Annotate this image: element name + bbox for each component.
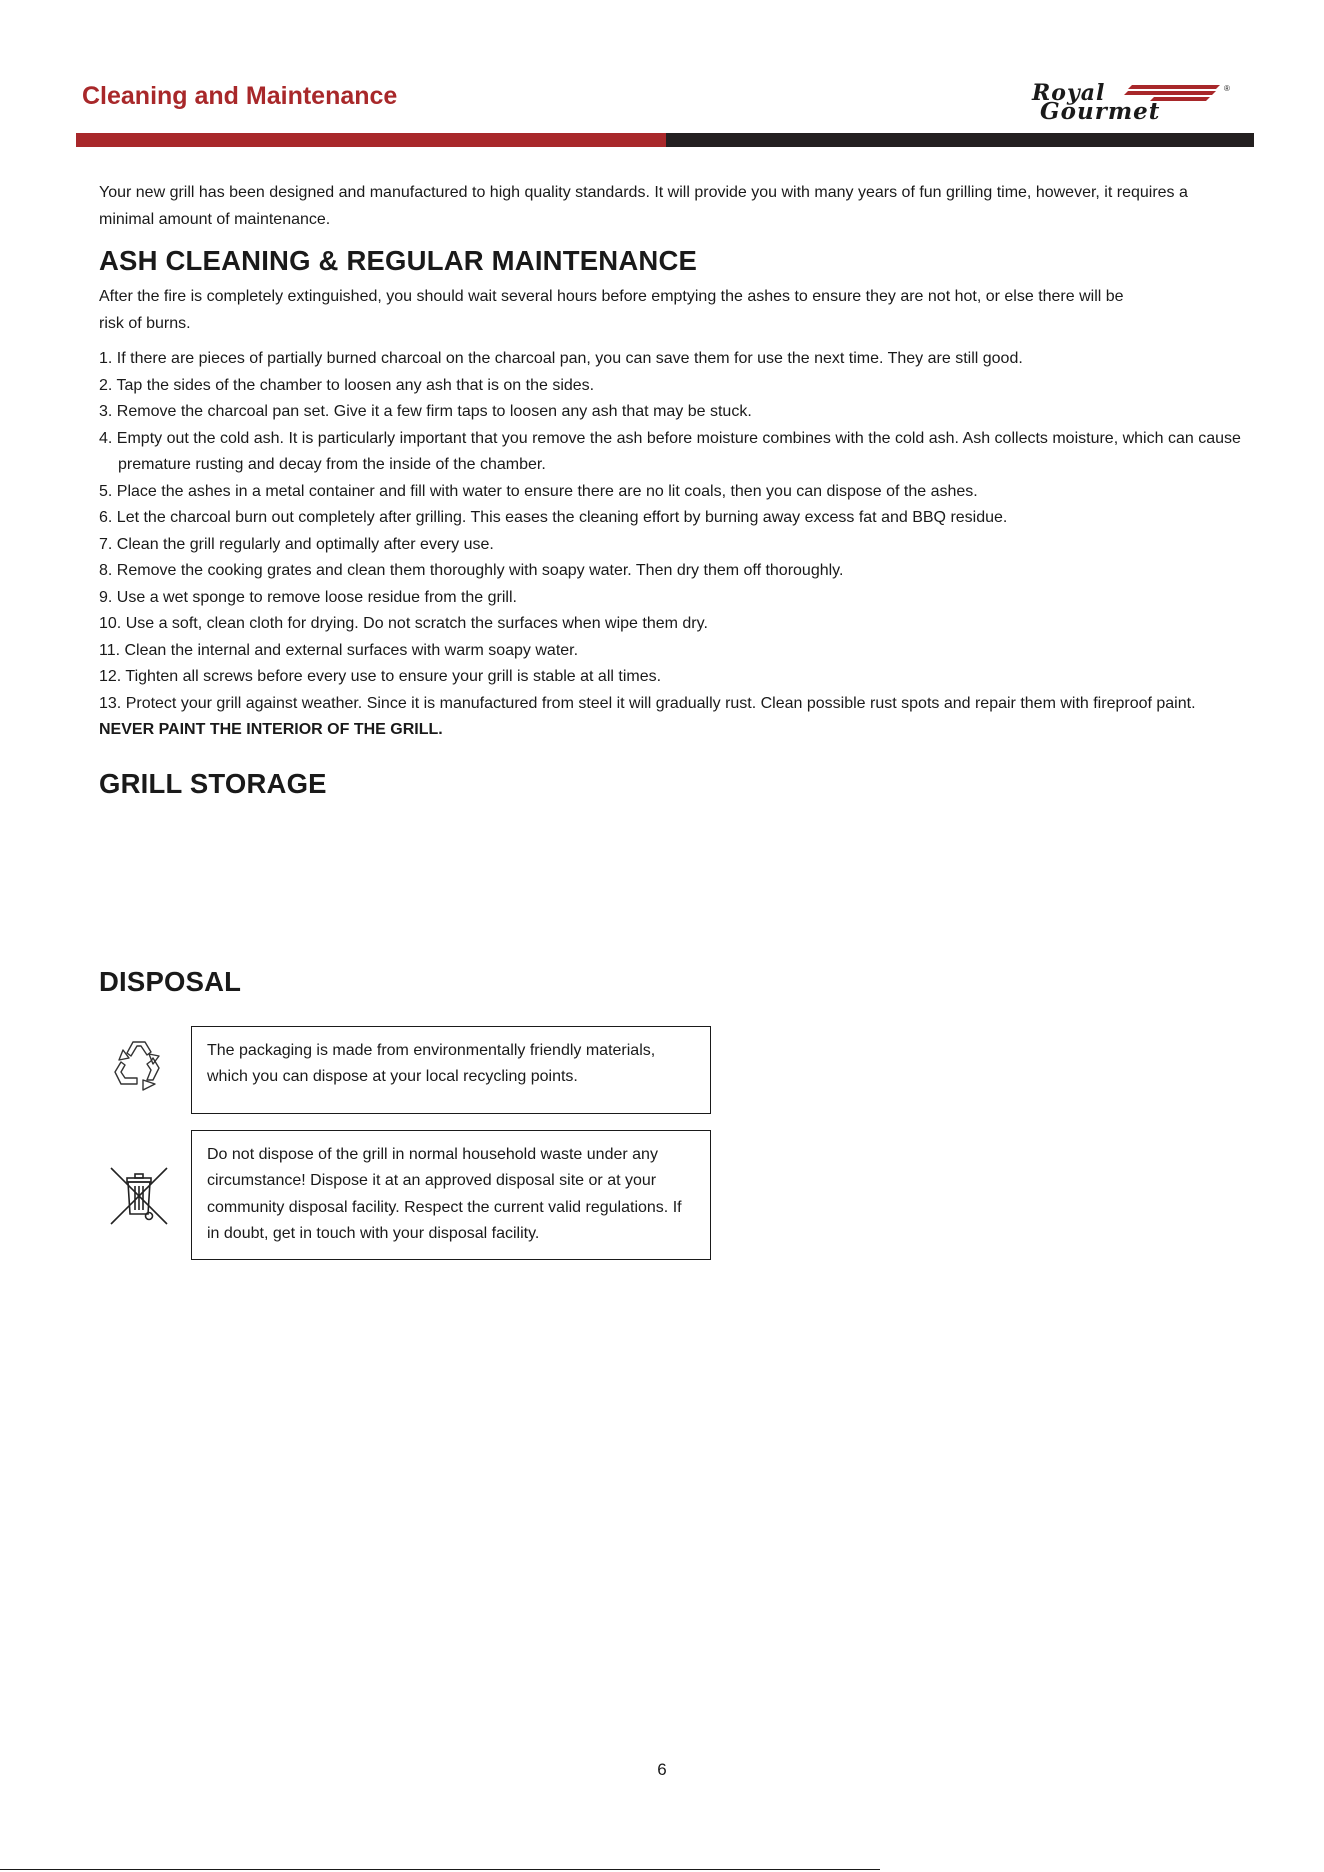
grill-disposal-info-text: Do not dispose of the grill in normal household waste under any circumstance! Dispose it at an approved disposal site or at your community disposal facility. Respect the current valid regulations. If in doubt, get in touch with your disposal facility.: [207, 1145, 682, 1242]
page-title: Cleaning and Maintenance: [82, 82, 398, 110]
list-item: 12. Tighten all screws before every use to ensure your grill is stable at all times.: [99, 668, 662, 685]
intro-paragraph: Your new grill has been designed and manufactured to high quality standards. It will provide you with many years of fun grilling time, however, it requires a minimal amount of maintenance.: [99, 184, 1188, 228]
list-item: 5. Place the ashes in a metal container and fill with water to ensure there are no lit coals, then you can dispose of the ashes.: [99, 482, 978, 500]
packaging-info-box: [191, 1026, 711, 1114]
footer-divider: [0, 1869, 880, 1870]
logo-line2: Gourmet: [1040, 98, 1161, 125]
maintenance-list: [99, 346, 1249, 717]
main-content: [99, 180, 1249, 1260]
warning-text: NEVER PAINT THE INTERIOR OF THE GRILL.: [99, 721, 443, 738]
header-bar-red: [76, 133, 666, 147]
recycle-icon: [107, 1036, 171, 1100]
list-item: 10. Use a soft, clean cloth for drying. Do not scratch the surfaces when wipe them dry.: [99, 615, 708, 632]
ash-section-intro: After the fire is completely extinguished, you should wait several hours before emptying the ashes to ensure they are not hot, or else there will be risk of burns.: [99, 288, 1124, 332]
brand-logo: [1028, 80, 1238, 124]
logo-line1: Royal: [1032, 80, 1106, 106]
list-item: 9. Use a wet sponge to remove loose residue from the grill.: [99, 588, 517, 606]
grill-disposal-row: [99, 1130, 1249, 1260]
list-item: 2. Tap the sides of the chamber to loosen any ash that is on the sides.: [99, 376, 595, 394]
grill-disposal-info-box: [191, 1130, 711, 1260]
list-item: 6. Let the charcoal burn out completely after grilling. This eases the cleaning effort by burning away excess fat and BBQ residue.: [99, 509, 1008, 526]
list-item: 7. Clean the grill regularly and optimally after every use.: [99, 535, 494, 553]
list-item: 1. If there are pieces of partially burned charcoal on the charcoal pan, you can save them for use the next time. They are still good.: [99, 350, 1023, 367]
list-item: 4. Empty out the cold ash. It is particularly important that you remove the ash before moisture combines with the cold ash. Ash collects moisture, which can cause premature rusting and decay from the inside of the chamber.: [99, 429, 1241, 473]
page-number: 6: [657, 1760, 667, 1779]
list-item: 13. Protect your grill against weather. Since it is manufactured from steel it will gradually rust. Clean possible rust spots and repair them with fireproof paint.: [99, 694, 1196, 712]
storage-section-heading: GRILL STORAGE: [99, 767, 327, 799]
ash-section-heading: ASH CLEANING & REGULAR MAINTENANCE: [99, 245, 698, 276]
logo-registered-mark: ®: [1224, 84, 1230, 93]
list-item: 3. Remove the charcoal pan set. Give it a few firm taps to loosen any ash that may be stuck.: [99, 403, 752, 420]
crossed-bin-icon: [107, 1164, 171, 1228]
disposal-section-heading: DISPOSAL: [99, 965, 242, 997]
packaging-disposal-row: [99, 1026, 1249, 1114]
header-bar-dark: [666, 133, 1254, 147]
list-item: 11. Clean the internal and external surfaces with warm soapy water.: [99, 641, 579, 659]
list-item: 8. Remove the cooking grates and clean them thoroughly with soapy water. Then dry them off thoroughly.: [99, 562, 844, 579]
packaging-info-text: The packaging is made from environmentally friendly materials, which you can dispose at your local recycling points.: [207, 1041, 656, 1085]
